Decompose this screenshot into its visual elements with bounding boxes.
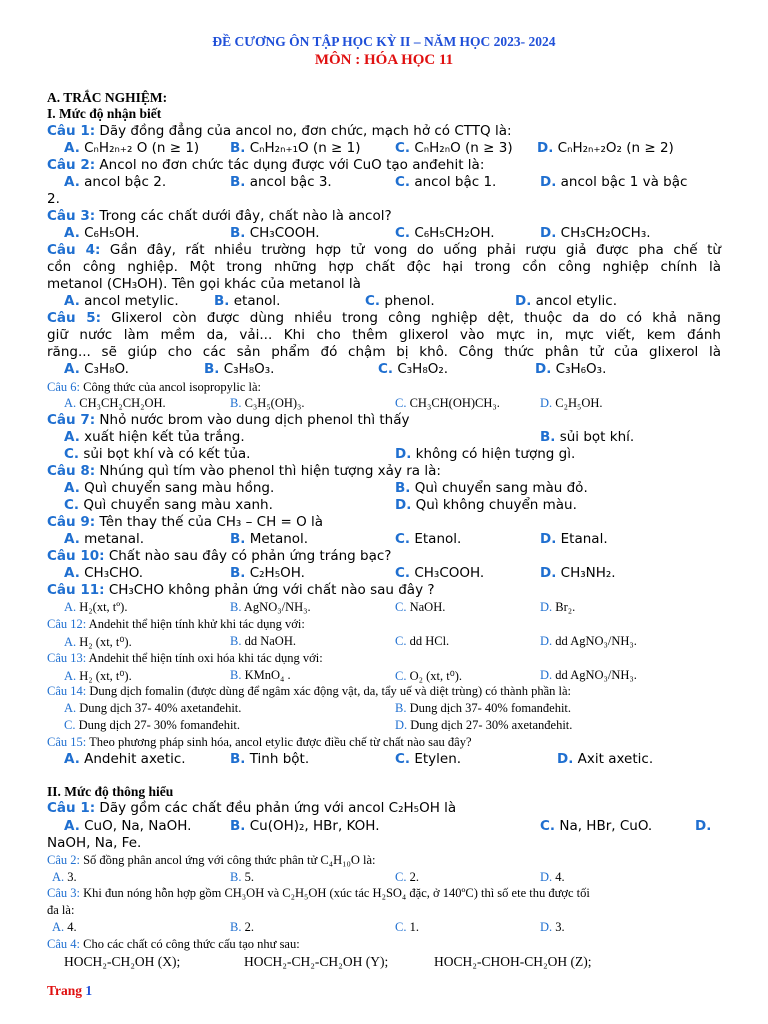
question-l2-4: Câu 4: Cho các chất có công thức cấu tạo như sau: — [47, 937, 300, 951]
option-c: C. sủi bọt khí và có kết tủa. — [64, 446, 251, 462]
option-d: D. — [695, 818, 712, 834]
option-d: D. không có hiện tượng gì. — [395, 446, 576, 462]
option-d: D. C₃H₆O₃. — [535, 361, 607, 377]
option-c: C. C₃H₈O₂. — [378, 361, 449, 377]
option-b: B. Tinh bột. — [230, 751, 310, 767]
structure-z: HOCH₂-CHOH-CH₂OH (Z); — [434, 954, 592, 969]
option-c: C. Quì chuyển sang màu xanh. — [64, 497, 273, 513]
document-title: ĐỀ CƯƠNG ÔN TẬP HỌC KỲ II – NĂM HỌC 2023- 2024 — [212, 34, 556, 49]
option-d: D. ancol etylic. — [515, 293, 617, 309]
option-c: C. 2. — [395, 870, 419, 884]
option-d: D. C₂H₅OH. — [540, 396, 603, 410]
option-b: B. Metanol. — [230, 531, 309, 547]
option-b: B. dd NaOH. — [230, 634, 296, 648]
question-text: Dãy đồng đẳng của ancol no, đơn chức, mạch hở có CTTQ là: — [99, 123, 512, 139]
option-d: D. Br₂. — [540, 600, 576, 614]
option-b: B. 2. — [230, 920, 254, 934]
option-d: D. 4. — [540, 870, 565, 884]
page-footer — [47, 983, 92, 999]
option-c: C. NaOH. — [395, 600, 446, 614]
question-6: Câu 6: Công thức của ancol isopropylic là: — [47, 380, 262, 394]
question-l2-3: Câu 3: Khi đun nóng hỗn hợp gồm CH₃OH và C₂H₅OH (xúc tác H₂SO₄ đặc, ở 140ºC) thì số ete thu được tối — [47, 886, 590, 900]
option-a: A. H₂ (xt, t⁰). — [64, 669, 132, 683]
option-d: D. Etanal. — [540, 531, 608, 547]
option-b: B. C₃H₅(OH)₃. — [230, 396, 305, 410]
structure-x: HOCH₂-CH₂OH (X); — [64, 954, 181, 969]
option-d: D. Axit axetic. — [557, 751, 654, 767]
option-c: C. C₆H₅CH₂OH. — [395, 225, 495, 241]
question-9: Câu 9: Tên thay thế của CH₃ – CH = O là — [47, 514, 324, 530]
option-b: B. 5. — [230, 870, 254, 884]
question-12: Câu 12: Andehit thể hiện tính khử khi tác dụng với: — [47, 617, 305, 631]
option-a: A. C₃H₈O. — [64, 361, 129, 377]
option-a: A. Quì chuyển sang màu hồng. — [64, 480, 275, 496]
footer-label: Trang — [47, 983, 83, 998]
option-b: B. Cu(OH)₂, HBr, KOH. — [230, 818, 380, 834]
option-wrap: NaOH, Na, Fe. — [47, 835, 142, 851]
option-a: A. ancol metylic. — [64, 293, 179, 309]
question-2: Câu 2: Ancol no đơn chức tác dụng được với CuO tạo anđehit là: — [47, 157, 485, 173]
question-3: Câu 3: Trong các chất dưới đây, chất nào là ancol? — [47, 208, 392, 224]
option-a: A. 3. — [52, 870, 77, 884]
option-c: C. Etylen. — [395, 751, 462, 767]
option-a: A. 4. — [52, 920, 77, 934]
question-8: Câu 8: Nhúng quì tím vào phenol thì hiện tượng xảy ra là: — [47, 463, 441, 479]
option-c: C. 1. — [395, 920, 419, 934]
option-a: A. H₂ (xt, t⁰). — [64, 635, 132, 649]
option-b: B. AgNO₃/NH₃. — [230, 600, 311, 614]
option-a: A. CH₃CHO. — [64, 565, 144, 581]
option-d: D. ancol bậc 1 và bậc — [540, 174, 688, 190]
option-b: B. KMnO₄ . — [230, 668, 291, 682]
option-d: D. Dung dịch 27- 30% axetanđehit. — [395, 718, 573, 732]
question-4-line: cồn công nghiệp. Một trong những hợp chất độc hại trong cồn công nghiệp chính là — [47, 259, 721, 275]
option-d: D. dd AgNO₃/NH₃. — [540, 634, 637, 648]
question-4-line: metanol (CH₃OH). Tên gọi khác của metanol là — [47, 276, 361, 292]
option-a: A. xuất hiện kết tủa trắng. — [64, 429, 245, 445]
option-b: B. C₃H₈O₃. — [204, 361, 275, 377]
option-b: B. Quì chuyển sang màu đỏ. — [395, 480, 588, 496]
option-b: B. CₙH₂ₙ₊₁O (n ≥ 1) — [230, 140, 361, 156]
option-a: A. H₂(xt, tº). — [64, 600, 128, 614]
level-heading-2: II. Mức độ thông hiểu — [47, 784, 174, 799]
question-15: Câu 15: Theo phương pháp sinh hóa, ancol etylic được điều chế từ chất nào sau đây? — [47, 735, 472, 749]
page-number: 1 — [85, 983, 93, 998]
option-d: D. CH₃NH₂. — [540, 565, 616, 581]
option-a: A. Andehit axetic. — [64, 751, 186, 767]
option-c: C. CₙH₂ₙO (n ≥ 3) — [395, 140, 513, 156]
question-14: Câu 14: Dung dịch fomalin (được dùng để ngâm xác động vật, da, tẩy uế và diệt trùng) có thành phần là: — [47, 684, 572, 698]
option-a: A. CₙH₂ₙ₊₂ O (n ≥ 1) — [64, 140, 200, 156]
option-d: D. CₙH₂ₙ₊₂O₂ (n ≥ 2) — [537, 140, 674, 156]
question-label: Câu 1: — [47, 123, 96, 139]
question-5-line: răng... sẽ giúp cho các sản phẩm đó chậm bị khô. Công thức phân tử của glixerol là — [47, 344, 721, 360]
option-a: A. CuO, Na, NaOH. — [64, 818, 192, 834]
option-b: B. C₂H₅OH. — [230, 565, 305, 581]
option-d: D. dd AgNO₃/NH₃. — [540, 668, 637, 682]
option-a: A. Dung dịch 37- 40% axetanđehit. — [64, 701, 242, 715]
option-wrap: đa là: — [47, 903, 75, 917]
option-b: B. Dung dịch 37- 40% fomanđehit. — [395, 701, 572, 715]
option-a: A. C₆H₅OH. — [64, 225, 140, 241]
option-c: C. O₂ (xt, t⁰). — [395, 669, 463, 683]
question-11: Câu 11: CH₃CHO không phản ứng với chất nào sau đây ? — [47, 582, 435, 598]
level-heading-1: I. Mức độ nhận biết — [47, 106, 162, 121]
question-13: Câu 13: Andehit thể hiện tính oxi hóa khi tác dụng với: — [47, 651, 323, 665]
option-d: D. 3. — [540, 920, 565, 934]
option-b: B. sủi bọt khí. — [540, 429, 635, 445]
option-a: A. ancol bậc 2. — [64, 174, 167, 190]
question-l2-2: Câu 2: Số đồng phân ancol ứng với công thức phân tử C₄H₁₀O là: — [47, 853, 376, 867]
option-a: A. CH₃CH₂CH₂OH. — [64, 396, 166, 410]
option-a: A. metanal. — [64, 531, 145, 547]
option-c: C. CH₃CH(OH)CH₃. — [395, 396, 500, 410]
question-1 — [47, 123, 721, 139]
section-heading: A. TRẮC NGHIỆM: — [47, 90, 168, 105]
option-c: C. Na, HBr, CuO. — [540, 818, 653, 834]
question-4: Câu 4: Gần đây, rất nhiều trường hợp tử vong do uống phải rượu giả được pha chế từ — [47, 242, 721, 258]
question-7: Câu 7: Nhỏ nước brom vào dung dịch phenol thì thấy — [47, 412, 410, 428]
question-10: Câu 10: Chất nào sau đây có phản ứng tráng bạc? — [47, 548, 392, 564]
option-c: C. dd HCl. — [395, 634, 450, 648]
option-d: D. Quì không chuyển màu. — [395, 497, 577, 513]
option-wrap: 2. — [47, 191, 60, 207]
question-5: Câu 5: Glixerol còn được dùng nhiều trong công nghiệp dệt, thuộc da do có khả năng — [47, 310, 721, 326]
option-c: C. Etanol. — [395, 531, 462, 547]
question-l2-1: Câu 1: Dãy gồm các chất đều phản ứng với ancol C₂H₅OH là — [47, 800, 457, 816]
option-b: B. ancol bậc 3. — [230, 174, 332, 190]
option-c: C. ancol bậc 1. — [395, 174, 497, 190]
option-c: C. phenol. — [365, 293, 435, 309]
option-c: C. Dung dịch 27- 30% fomanđehit. — [64, 718, 241, 732]
question-5-line: giữ nước làm mềm da, vải... Khi cho thêm glixerol vào mực in, mực viết, kem đánh — [47, 327, 721, 343]
option-d: D. CH₃CH₂OCH₃. — [540, 225, 651, 241]
option-b: B. etanol. — [214, 293, 281, 309]
option-b: B. CH₃COOH. — [230, 225, 320, 241]
option-c: C. CH₃COOH. — [395, 565, 485, 581]
subject-title: MÔN : HÓA HỌC 11 — [314, 52, 454, 68]
structure-y: HOCH₂-CH₂-CH₂OH (Y); — [244, 954, 389, 969]
